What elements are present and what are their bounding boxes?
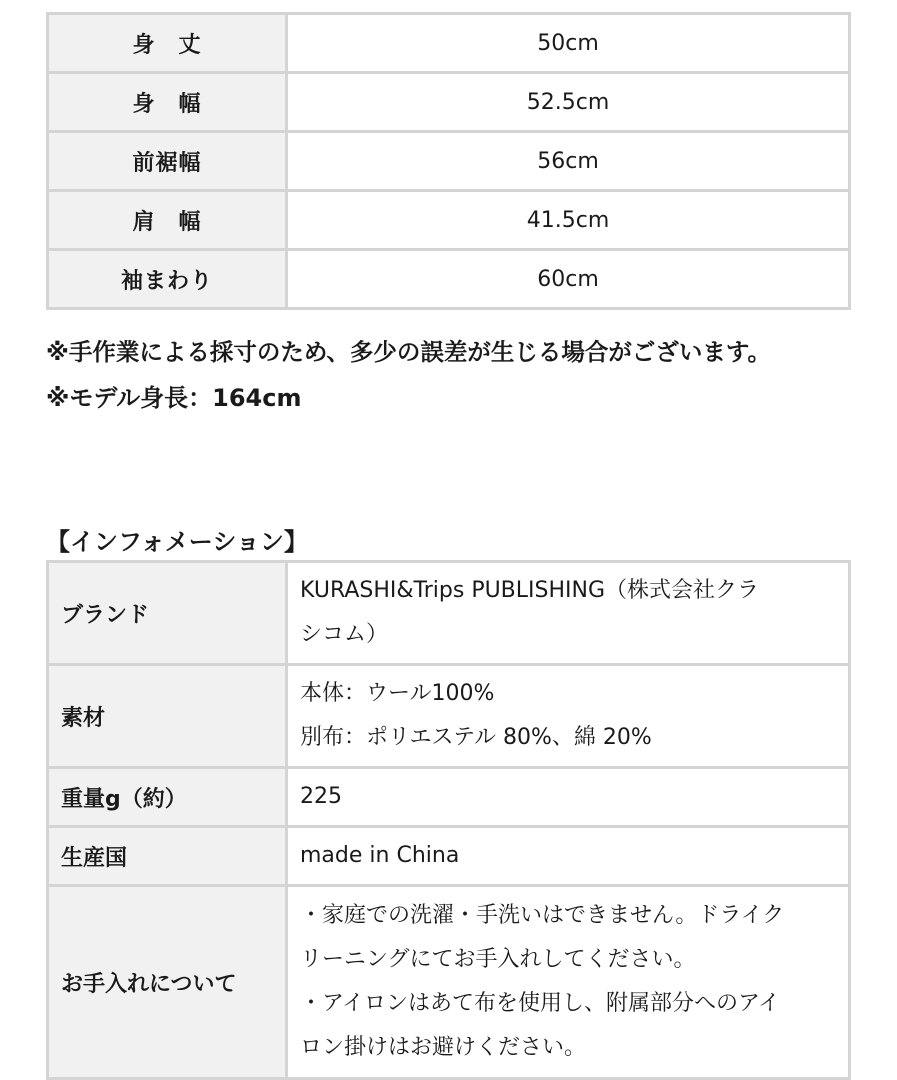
info-value-line: シコム）: [300, 622, 389, 647]
size-label: 前裾幅: [48, 132, 287, 191]
info-value-line: KURASHI&Trips PUBLISHING（株式会社クラ: [300, 578, 760, 603]
size-value: 56cm: [287, 132, 850, 191]
info-value: [287, 665, 850, 768]
size-row-width: [48, 73, 850, 132]
size-value: 41.5cm: [287, 191, 850, 250]
info-value-line: ロン掛けはお避けください。: [300, 1035, 587, 1060]
info-value-line: 225: [300, 784, 342, 809]
info-label: 重量g（約）: [48, 768, 287, 827]
info-value-line: 別布：ポリエステル 80%、綿 20%: [300, 725, 652, 750]
info-value-line: リーニングにてお手入れしてください。: [300, 947, 696, 972]
info-heading: 【インフォメーション】: [46, 528, 308, 556]
info-row-origin: [48, 827, 850, 886]
size-value: 52.5cm: [287, 73, 850, 132]
info-label: 生産国: [48, 827, 287, 886]
size-value: 50cm: [287, 14, 850, 73]
size-value: 60cm: [287, 250, 850, 309]
info-table: [46, 560, 851, 1080]
size-label: 身 幅: [48, 73, 287, 132]
size-label: 袖まわり: [48, 250, 287, 309]
size-row-length: [48, 14, 850, 73]
info-value-line: 本体：ウール100%: [300, 681, 495, 706]
size-table: [46, 12, 851, 310]
info-label: ブランド: [48, 562, 287, 665]
measurement-note: ※手作業による採寸のため、多少の誤差が生じる場合がございます。: [46, 338, 772, 366]
info-value: [287, 768, 850, 827]
size-row-sleeve: [48, 250, 850, 309]
size-label: 身 丈: [48, 14, 287, 73]
info-value-line: ・アイロンはあて布を使用し、附属部分へのアイ: [300, 991, 781, 1016]
info-value: [287, 562, 850, 665]
info-value: [287, 827, 850, 886]
info-row-material: [48, 665, 850, 768]
size-row-shoulder: [48, 191, 850, 250]
info-row-care: [48, 886, 850, 1079]
info-row-weight: [48, 768, 850, 827]
info-value-line: ・家庭での洗濯・手洗いはできません。ドライク: [300, 903, 785, 928]
info-value-line: made in China: [300, 843, 460, 868]
info-value: [287, 886, 850, 1079]
info-row-brand: [48, 562, 850, 665]
size-row-hem-width: [48, 132, 850, 191]
model-height-note: ※モデル身長：164cm: [46, 384, 302, 412]
info-label: 素材: [48, 665, 287, 768]
info-label: お手入れについて: [48, 886, 287, 1079]
size-label: 肩 幅: [48, 191, 287, 250]
